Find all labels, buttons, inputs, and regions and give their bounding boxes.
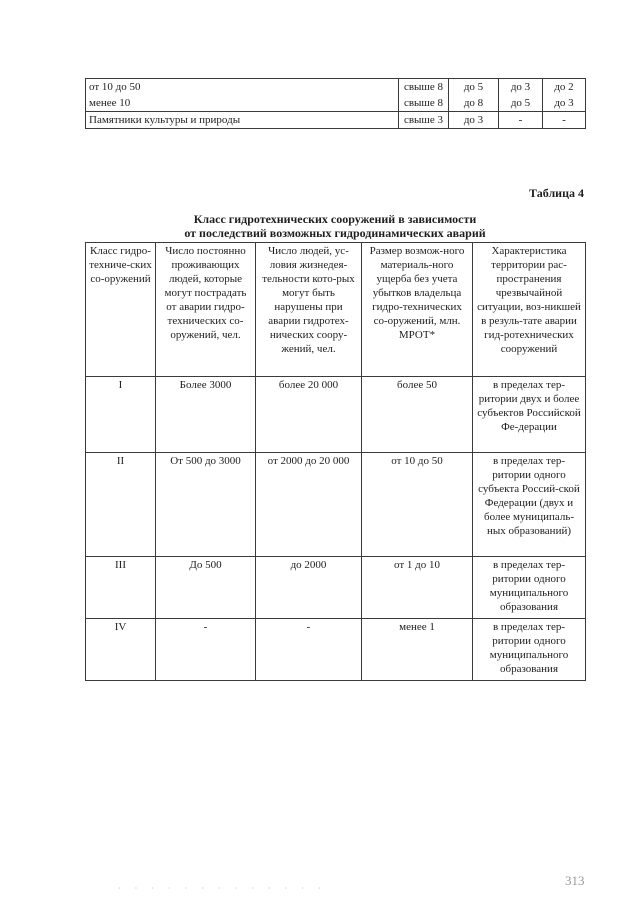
cell: от 10 до 50: [362, 453, 473, 557]
cell: IV: [86, 619, 156, 681]
header-cell: Число людей, ус-ловия жизнедея-тельности кото-рых могут быть нарушены при аварии гидротех-нических соору-жений, чел.: [256, 243, 362, 377]
table-title-line: от последствий возможных гидродинамических аварий: [184, 226, 486, 240]
scan-noise: · · · · · · · · · · · · ·: [118, 884, 327, 893]
cell: свыше 8: [399, 79, 449, 96]
table-row: [86, 453, 586, 557]
cell: до 5: [499, 95, 543, 112]
cell: свыше 3: [399, 112, 449, 129]
cell: от 2000 до 20 000: [256, 453, 362, 557]
cell: в пределах тер-ритории двух и более субъектов Российской Фе-дерации: [473, 377, 586, 453]
header-cell: Размер возмож-ного материаль-ного ущерба без учета убытков владельца гидро-технических со-оружений, млн. МРОТ*: [362, 243, 473, 377]
table-row: [86, 557, 586, 619]
cell: Более 3000: [156, 377, 256, 453]
header-row: [86, 243, 586, 377]
cell: До 500: [156, 557, 256, 619]
cell: более 20 000: [256, 377, 362, 453]
table-row: [86, 79, 586, 96]
row-label: от 10 до 50: [86, 79, 399, 96]
main-table: [85, 242, 586, 681]
cell: II: [86, 453, 156, 557]
cell: до 3: [449, 112, 499, 129]
cell: От 500 до 3000: [156, 453, 256, 557]
cell: до 2: [543, 79, 586, 96]
cell: I: [86, 377, 156, 453]
table-row: [86, 619, 586, 681]
row-label: Памятники культуры и природы: [86, 112, 399, 129]
page-number: 313: [565, 873, 585, 888]
table-row: [86, 112, 586, 129]
table-number: Таблица 4: [529, 186, 584, 200]
cell: в пределах тер-ритории одного субъекта Россий-ской Федерации (двух и более муниципаль-ных образований): [473, 453, 586, 557]
header-cell: Характеристика территории рас-пространения чрезвычайной ситуации, воз-никшей в резуль-тате аварии гид-ротехнических сооружений: [473, 243, 586, 377]
top-table: [85, 78, 586, 129]
table-row: [86, 377, 586, 453]
cell: до 3: [543, 95, 586, 112]
cell: от 1 до 10: [362, 557, 473, 619]
cell: -: [499, 112, 543, 129]
table-title-line: Класс гидротехнических сооружений в зависимости: [193, 212, 477, 226]
header-cell: Число постоянно проживающих людей, которые могут пострадать от аварии гидро-технических со-оружений, чел.: [156, 243, 256, 377]
cell: -: [256, 619, 362, 681]
cell: более 50: [362, 377, 473, 453]
table-title: [85, 212, 585, 240]
table-row: [86, 95, 586, 112]
cell: до 2000: [256, 557, 362, 619]
cell: III: [86, 557, 156, 619]
cell: в пределах тер-ритории одного муниципального образования: [473, 619, 586, 681]
cell: -: [156, 619, 256, 681]
header-cell: Класс гидро-техниче-ских со-оружений: [86, 243, 156, 377]
cell: до 8: [449, 95, 499, 112]
cell: свыше 8: [399, 95, 449, 112]
cell: в пределах тер-ритории одного муниципального образования: [473, 557, 586, 619]
cell: -: [543, 112, 586, 129]
cell: менее 1: [362, 619, 473, 681]
cell: до 3: [499, 79, 543, 96]
row-label: менее 10: [86, 95, 399, 112]
cell: до 5: [449, 79, 499, 96]
